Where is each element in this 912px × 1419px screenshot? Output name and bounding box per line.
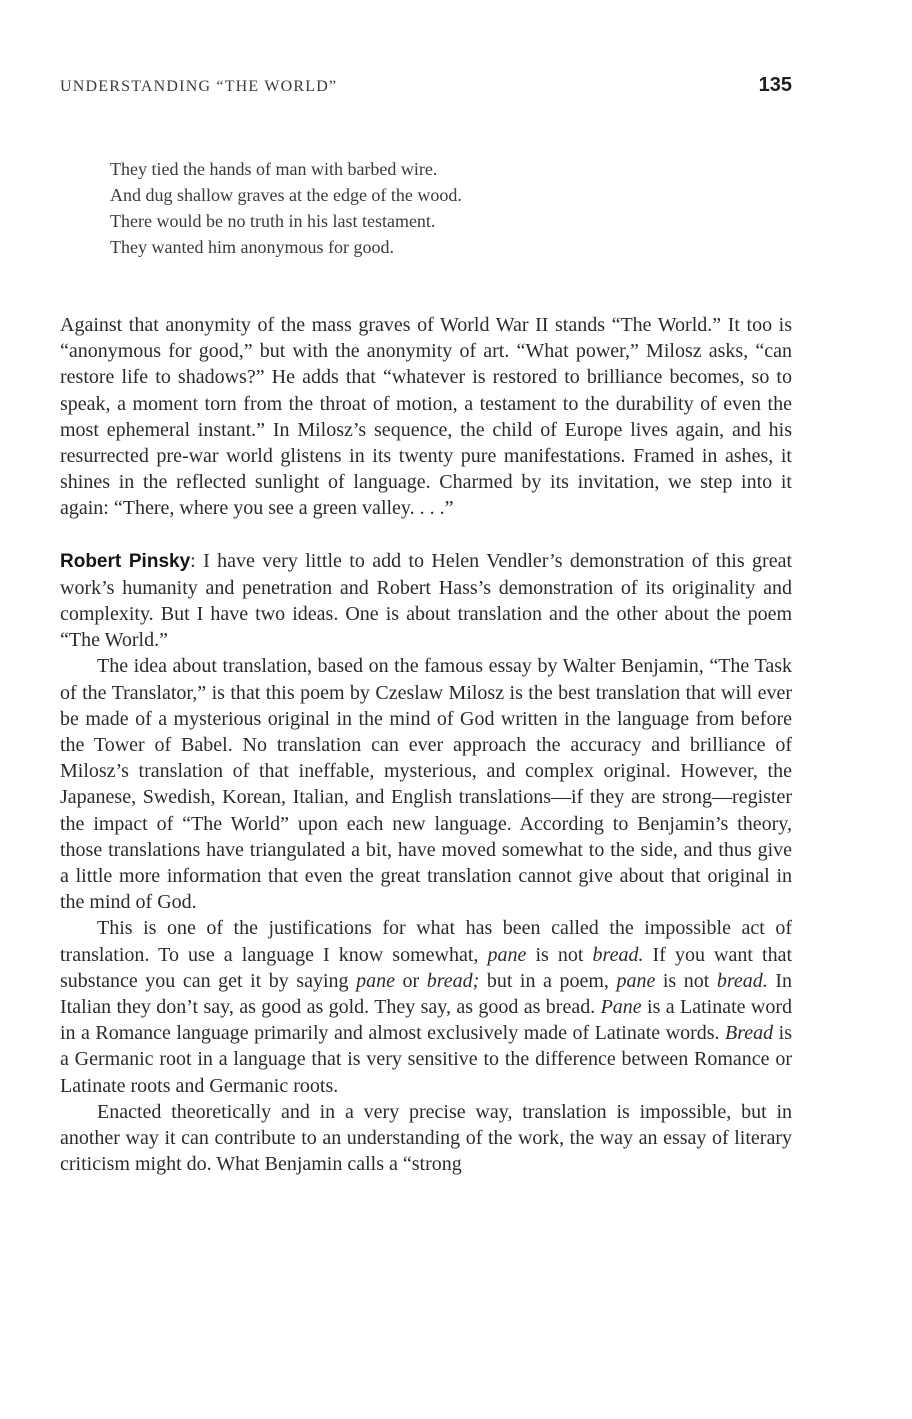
text-run: is not bbox=[526, 943, 593, 966]
text-run: is a Latinate word in a Romance language primarily and almost exclusively made of Latinate words. bbox=[60, 996, 792, 1045]
text-run: is a Germanic root in a language that is very sensitive to the difference between Romance or Latinate roots and Germanic roots. bbox=[60, 1022, 792, 1097]
text-run: In Italian they don’t say, as good as gold. They say, as good as bread. bbox=[60, 969, 792, 1019]
italic-word: bread; bbox=[426, 969, 480, 992]
italic-word: bread. bbox=[716, 969, 768, 992]
text-run: If you want that substance you can get it by saying bbox=[60, 943, 792, 992]
body-text bbox=[60, 312, 792, 1178]
italic-word: Bread bbox=[725, 1022, 774, 1045]
text-run: or bbox=[394, 969, 427, 992]
text-run: This is one of the justifications for what has been called the impossible act of translation. To use a language I know somewhat, bbox=[60, 917, 792, 966]
verse-line: There would be no truth in his last testament. bbox=[110, 211, 436, 231]
italic-word: pane bbox=[616, 969, 656, 992]
verse-line: They tied the hands of man with barbed wire. bbox=[110, 159, 438, 179]
verse-line: And dug shallow graves at the edge of the wood. bbox=[110, 185, 462, 205]
paragraph-translation-idea: The idea about translation, based on the famous essay by Walter Benjamin, “The Task of the Translator,” is that this poem by Czeslaw Milosz is the best translation that will ever be made of a mysterious original in the mind of God written in the language from before the Tower of Babel. No translation can ever approach the accuracy and brilliance of Milosz’s translation of that ineffable, mysterious, and complex original. However, the Japanese, Swedish, Korean, Italian, and English translations—if they are strong—register the impact of “The World” upon each new language. According to Benjamin’s theory, those translations have triangulated a bit, have moved somewhat to the side, and thus give a little more information that even the great translation cannot give about that original in the mind of God. bbox=[60, 655, 792, 914]
book-page bbox=[60, 0, 792, 1419]
text-run: but in a poem, bbox=[479, 969, 617, 992]
paragraph-anonymity: Against that anonymity of the mass graves of World War II stands “The World.” It too is “anonymous for good,” but with the anonymity of art. “What power,” Milosz asks, “can restore life to shadows?” He adds that “whatever is restored to brilliance becomes, so to speak, a moment torn from the throat of motion, a testament to the durability of even the most ephemeral instant.” In Milosz’s sequence, the child of Europe lives again, and his resurrected pre-war world glistens in its twenty pure manifestations. Framed in ashes, it shines in the reflected sunlight of language. Charmed by its invitation, we step into it again: “There, where you see a green valley. . . .” bbox=[60, 314, 792, 520]
italic-word: Pane bbox=[600, 996, 642, 1019]
running-head bbox=[60, 74, 792, 102]
running-title: UNDERSTANDING “THE WORLD” bbox=[60, 78, 338, 95]
paragraph-text: : I have very little to add to Helen Vendler’s demonstration of this great work’s humanity and penetration and Robert Hass’s demonstration of its originality and complexity. But I have two ideas. One is about translation and the other about the poem “The World.” bbox=[60, 549, 793, 652]
verse-block bbox=[110, 156, 750, 260]
italic-word: pane bbox=[356, 969, 395, 992]
paragraph-enacted: Enacted theoretically and in a very precise way, translation is impossible, but in another way it can contribute to an understanding of the work, the way an essay of literary criticism might do. What Benjamin calls a “strong bbox=[60, 1100, 792, 1176]
text-run: is not bbox=[655, 969, 717, 992]
paragraph-pane-bread bbox=[60, 915, 792, 1098]
page-number: 135 bbox=[758, 74, 792, 96]
paragraph-pinsky-intro bbox=[60, 548, 792, 654]
speaker-name: Robert Pinsky bbox=[60, 550, 191, 572]
italic-word: bread. bbox=[592, 943, 644, 966]
italic-word: pane bbox=[487, 943, 527, 966]
verse-line: They wanted him anonymous for good. bbox=[110, 237, 394, 257]
